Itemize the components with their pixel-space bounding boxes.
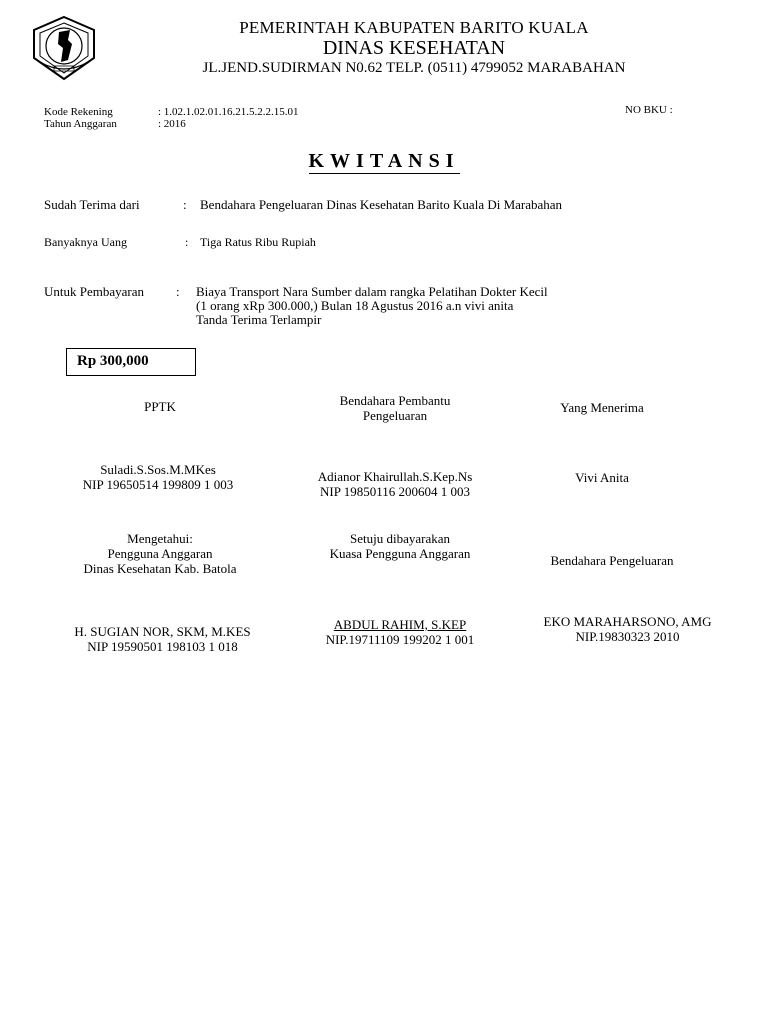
banyaknya-uang-value: Tiga Ratus Ribu Rupiah [200, 235, 316, 249]
pptk-name: Suladi.S.Sos.M.MKes [100, 462, 216, 477]
sudah-terima-label: Sudah Terima dari [44, 197, 140, 212]
kode-rekening-label: Kode Rekening [44, 106, 113, 118]
setuju-signer-name: ABDUL RAHIM, S.KEP [333, 617, 467, 632]
bendahara-pengeluaran-nip: NIP.19830323 2010 [575, 629, 680, 644]
kuasa-pengguna-anggaran-label: Kuasa Pengguna Anggaran [329, 546, 471, 561]
yang-menerima-name: Vivi Anita [575, 470, 629, 485]
yang-menerima-title: Yang Menerima [560, 400, 644, 415]
bendahara-pembantu-title-2: Pengeluaran [362, 408, 428, 423]
pptk-title: PPTK [144, 399, 176, 414]
header-government-name: PEMERINTAH KABUPATEN BARITO KUALA [239, 18, 589, 37]
bendahara-pengeluaran-title: Bendahara Pengeluaran [550, 553, 674, 568]
no-bku-label: NO BKU : [625, 104, 673, 116]
pengguna-anggaran-label: Pengguna Anggaran [107, 546, 213, 561]
header-address: JL.JEND.SUDIRMAN N0.62 TELP. (0511) 4799052 MARABAHAN [202, 60, 626, 76]
setuju-label: Setuju dibayarakan [350, 531, 450, 546]
bendahara-pembantu-name: Adianor Khairullah.S.Kep.Ns [317, 469, 473, 484]
banyaknya-uang-label: Banyaknya Uang [44, 235, 127, 249]
sudah-terima-value: Bendahara Pengeluaran Dinas Kesehatan Barito Kuala Di Marabahan [200, 197, 563, 212]
tahun-anggaran-label: Tahun Anggaran [44, 118, 117, 130]
mengetahui-label: Mengetahui: [127, 531, 193, 546]
mengetahui-signer-name: H. SUGIAN NOR, SKM, M.KES [74, 624, 251, 639]
dinas-kesehatan-label: Dinas Kesehatan Kab. Batola [83, 561, 237, 576]
bendahara-pembantu-nip: NIP 19850116 200604 1 003 [320, 484, 470, 499]
amount-box: Rp 300,000 [66, 348, 196, 376]
document-title: KWITANSI [308, 150, 460, 172]
bendahara-pengeluaran-name: EKO MARAHARSONO, AMG [543, 614, 712, 629]
kode-rekening-value: : 1.02.1.02.01.16.21.5.2.2.15.01 [158, 106, 299, 118]
pptk-nip: NIP 19650514 199809 1 003 [82, 477, 234, 492]
bendahara-pembantu-title-1: Bendahara Pembantu [339, 393, 451, 408]
untuk-pembayaran-line3: Tanda Terima Terlampir [196, 312, 322, 327]
colon: : [176, 284, 180, 299]
colon: : [183, 197, 187, 212]
setuju-signer-nip: NIP.19711109 199202 1 001 [325, 632, 475, 647]
colon: : [185, 235, 189, 249]
tahun-anggaran-value: : 2016 [158, 118, 186, 130]
untuk-pembayaran-line2: (1 orang xRp 300.000,) Bulan 18 Agustus 2016 a.n vivi anita [196, 298, 514, 313]
header-office-name: DINAS KESEHATAN [322, 37, 506, 59]
untuk-pembayaran-line1: Biaya Transport Nara Sumber dalam rangka Pelatihan Dokter Kecil [196, 284, 548, 299]
mengetahui-signer-nip: NIP 19590501 198103 1 018 [87, 639, 238, 654]
untuk-pembayaran-label: Untuk Pembayaran [44, 284, 145, 299]
